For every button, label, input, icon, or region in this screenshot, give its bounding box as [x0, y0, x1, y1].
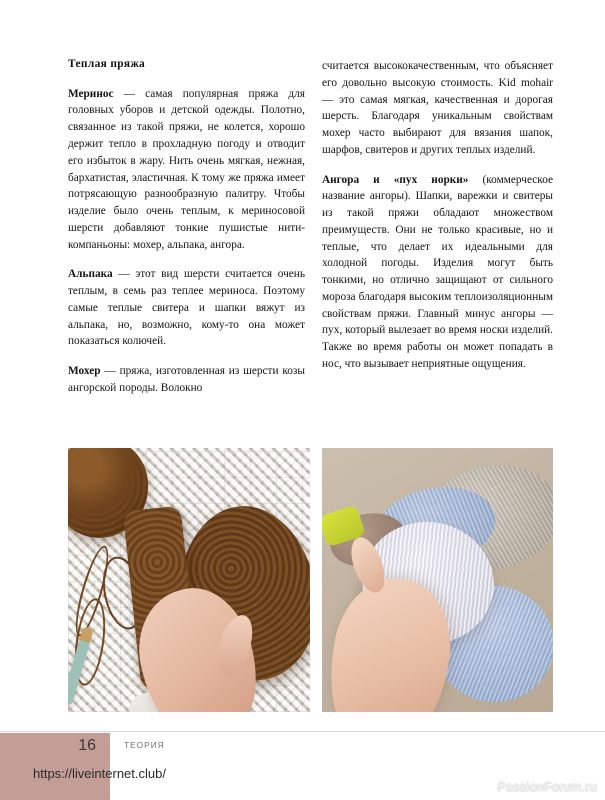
- paragraph-alpaka: [68, 266, 305, 350]
- page-number: 16: [78, 737, 96, 754]
- paragraph-lead-alpaka: Альпака: [68, 268, 113, 281]
- paragraph-text-moher-continued: считается высококачественным, что объясняет его довольно высокую стоимость. Kid mohair — это самая мягкая, качественная и дорогая шерсть. Благодаря уникальным свойствам мохер часто выбирают для вязания шапок, шарфов, свитеров и других теплых изделий.: [322, 60, 553, 156]
- left-text-column: [68, 58, 305, 438]
- page-title: Теплая пряжа: [68, 58, 146, 70]
- paragraph-text-alpaka: — этот вид шерсти считается очень теплым, в семь раз теплее мериноса. Поэтому самые теплые свитера и шапки вяжут из альпака, но, возможно, кому-то она может показаться колючей.: [68, 268, 305, 348]
- paragraph-text-angora: (коммерческое название ангоры). Шапки, варежки и свитеры из такой пряжи обладают множеством преимуществ. Они не только красивые, но и теплые, что делает их идеальными для холодной погоды. Изделия могут быть тонкими, но отлично защищают от сильного мороза благодаря высоким теплоизоляционным свойствам пряжи. Главный минус ангоры — пух, который вылезает во время носки изделий. Также во время работы он может попадать в нос, что вызывает неприятные ощущения.: [322, 173, 553, 371]
- footer-divider: [0, 731, 605, 732]
- brown-boucle-hat-photo: [68, 448, 310, 712]
- paragraph-merinos: [68, 86, 305, 254]
- paragraph-angora: [322, 172, 553, 373]
- paragraph-moher-continued: [322, 58, 553, 159]
- paragraph-text-moher: — пряжа, изготовленная из шерсти козы ангорской породы. Волокно: [68, 365, 305, 394]
- paragraph-text-merinos: — самая популярная пряжа для головных уборов и детской одежды. Полотно, связанное из такой пряжи, не колется, хорошо держит тепло в прохладную погоду и отводит его избыток в жару. Нить очень мягкая, нежная, бархатистая, эластичная. К тому же пряжа имеет потрясающую разнообразную палитру. Чтобы изделие было очень теплым, к мериносовой шерсти добавляют тонкие пушистые нити-компаньоны: мохер, альпака, ангора.: [68, 87, 305, 251]
- yarn-skeins-photo: [322, 448, 553, 712]
- photo-row: [68, 448, 553, 712]
- paragraph-moher: [68, 363, 305, 397]
- paragraph-lead-merinos: Меринос: [68, 87, 114, 100]
- paragraph-lead-moher: Мохер: [68, 365, 101, 378]
- article-columns: [68, 58, 553, 438]
- right-text-column: [322, 58, 553, 438]
- site-url-watermark[interactable]: https://liveinternet.club/: [33, 766, 166, 781]
- forum-watermark: PassionForum.ru: [497, 780, 597, 794]
- footer-section-label: ТЕОРИЯ: [124, 741, 165, 750]
- paragraph-lead-angora: Ангора и «пух норки»: [322, 173, 469, 186]
